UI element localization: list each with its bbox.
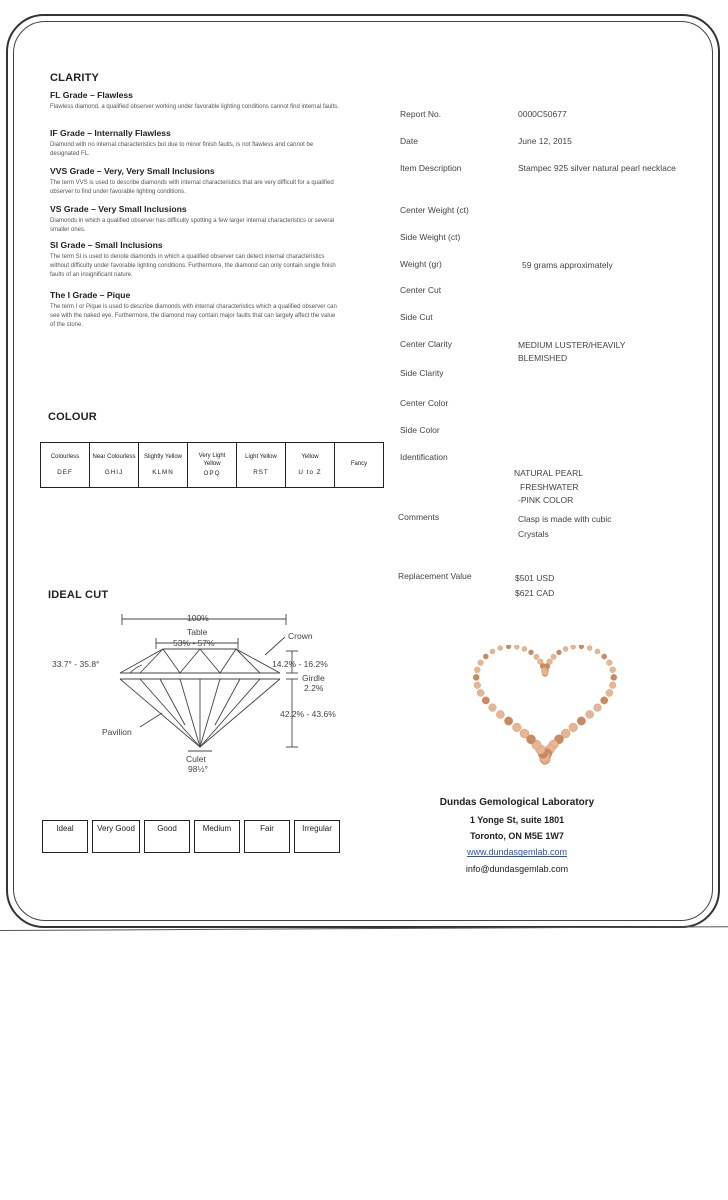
ideal-cut-diagram <box>40 605 370 785</box>
side-color-label: Side Color <box>400 425 440 435</box>
colour-name: Very Light Yellow <box>198 453 226 467</box>
pavilion-label: Pavilion <box>102 727 132 737</box>
pearl-bead <box>498 646 503 651</box>
lab-info <box>392 794 642 877</box>
grade-title: FL Grade – Flawless <box>50 90 133 100</box>
pearl-bead <box>586 710 594 718</box>
pearl-bead <box>513 723 522 732</box>
report-no-label: Report No. <box>400 109 442 119</box>
grade-title: The I Grade – Pique <box>50 290 131 300</box>
identification-line: -PINK COLOR <box>518 495 574 506</box>
identification-value <box>514 467 583 508</box>
cut-grade-cell: Good <box>144 820 190 853</box>
clarity-grade-vvs <box>50 166 340 197</box>
pearl-bead <box>602 654 607 659</box>
pearl-bead <box>577 717 585 725</box>
culet-pct-label: 98½° <box>188 764 208 774</box>
lab-email: info@dundasgemlab.com <box>465 863 569 874</box>
lab-address-line2: Toronto, ON M5E 1W7 <box>470 831 564 842</box>
colour-name: Slightly Yellow <box>143 453 183 460</box>
colour-name: Colourless <box>50 453 80 460</box>
diamond-outline <box>120 614 298 751</box>
replacement-value <box>515 571 554 601</box>
identification-line: FRESHWATER <box>520 481 579 492</box>
clarity-grade-if <box>50 128 340 159</box>
pearl-bead <box>514 645 519 649</box>
replacement-value-label: Replacement Value <box>398 571 472 581</box>
grade-desc: The term VVS is used to describe diamonds with internal characteristics that are very difficult for a qualified observer to find under favorable lighting conditions. <box>50 180 334 195</box>
side-cut-label: Side Cut <box>400 312 433 322</box>
crown-height-label: 14.2% - 16.2% <box>272 659 328 669</box>
girdle-pct-label: 2.2% <box>304 683 324 693</box>
colour-heading: COLOUR <box>48 411 97 423</box>
lab-website-link[interactable]: www.dundasgemlab.com <box>466 847 568 858</box>
pearl-bead <box>594 704 602 712</box>
colour-grade: GHIJ <box>104 469 124 477</box>
colour-grade: U to Z <box>298 469 322 477</box>
pearl-bead <box>496 711 504 719</box>
pearl-bead <box>609 682 616 689</box>
total-width-label: 100% <box>187 613 209 623</box>
grade-title: VVS Grade – Very, Very Small Inclusions <box>50 166 215 176</box>
center-clarity-value: MEDIUM LUSTER/HEAVILY BLEMISHED <box>518 340 626 364</box>
table-range-label: 53% - 57% <box>173 638 215 648</box>
pearl-bead <box>506 645 511 649</box>
side-weight-label: Side Weight (ct) <box>400 232 461 242</box>
center-weight-label: Center Weight (ct) <box>400 205 469 215</box>
comments-label: Comments <box>398 512 440 522</box>
clarity-grade-i <box>50 290 340 330</box>
grade-desc: Diamond with no internal characteristics but due to minor finish faults, is not flawless and cannot be designated FL. <box>50 142 314 157</box>
clarity-grade-si <box>50 240 340 280</box>
replacement-line: $501 USD <box>515 573 555 583</box>
grade-title: IF Grade – Internally Flawless <box>50 128 171 138</box>
cut-grade-cell: Ideal <box>42 820 88 853</box>
clarity-grade-vs <box>50 204 340 235</box>
colour-cell <box>139 443 188 488</box>
colour-cell <box>41 443 90 488</box>
grade-title: SI Grade – Small Inclusions <box>50 240 163 250</box>
pearl-bead <box>606 689 613 696</box>
clarity-grade-fl <box>50 90 340 112</box>
crown-label: Crown <box>288 631 313 641</box>
pearl-bead <box>482 697 489 704</box>
weight-value: 59 grams approximately <box>522 260 613 270</box>
pearl-bead <box>474 667 480 673</box>
identification-line: NATURAL PEARL <box>514 468 583 478</box>
grade-desc: The term I or Pique is used to describe diamonds with internal characteristics which a qualified observer can see with the naked eye. Furthermore, the diamond may contain major faults that can largely affect the value of the stone. <box>50 304 337 328</box>
replacement-line: $621 CAD <box>515 587 555 598</box>
pearl-bead <box>601 697 608 704</box>
pearl-bead <box>474 682 481 689</box>
grade-title: VS Grade – Very Small Inclusions <box>50 204 187 214</box>
center-clarity-label: Center Clarity <box>400 339 452 349</box>
culet-label: Culet <box>186 754 206 764</box>
girdle-label: Girdle <box>302 673 325 683</box>
pearl-bead <box>569 723 578 732</box>
colour-cell <box>188 443 237 488</box>
pearl-bead <box>473 674 479 680</box>
colour-cell <box>90 443 139 488</box>
item-description-value: Stampec 925 silver natural pearl necklace <box>518 163 676 173</box>
pearl-bead <box>504 717 512 725</box>
colour-name: Near Colourless <box>92 453 136 460</box>
grade-desc: The term SI is used to denote diamonds in which a qualified observer can detect internal characteristics without difficulty under favorable lighting conditions. Furthermore, the diamond can only contain single finish faults of an insignificant nature. <box>50 254 336 278</box>
cut-grade-cell: Fair <box>244 820 290 853</box>
pearl-bead <box>534 654 539 659</box>
pearl-bead <box>579 645 584 649</box>
pearl-bead <box>547 659 553 665</box>
colour-grade: RST <box>253 469 269 477</box>
comments-line: Crystals <box>518 528 549 539</box>
pearl-bead <box>477 689 484 696</box>
pearl-bead <box>571 645 576 649</box>
colour-scale-table <box>40 442 384 488</box>
pearl-necklace-photo <box>465 645 625 765</box>
colour-name: Light Yellow <box>245 453 277 460</box>
weight-label: Weight (gr) <box>400 259 442 269</box>
colour-grade: KLMN <box>152 469 174 477</box>
colour-grade: OPQ <box>203 469 221 477</box>
pearl-bead <box>483 654 488 659</box>
report-no-value: 0000C50677 <box>518 109 567 119</box>
pearl-bead <box>551 654 556 659</box>
colour-cell <box>335 443 384 488</box>
identification-label: Identification <box>400 452 448 462</box>
ideal-cut-heading: IDEAL CUT <box>48 589 109 601</box>
pavilion-depth-label: 42.2% - 43.6% <box>280 709 336 719</box>
pearl-bead <box>520 729 529 738</box>
pearl-bead <box>611 674 617 680</box>
grade-desc: Diamonds in which a qualified observer has difficulty spotting a few larger internal characteristics or several smaller ones. <box>50 218 335 233</box>
pearl-bead <box>610 667 616 673</box>
colour-cell <box>237 443 286 488</box>
clarity-heading: CLARITY <box>50 72 100 84</box>
cut-grade-cell: Very Good <box>92 820 140 853</box>
crown-angle-label: 33.7° - 35.8° <box>52 659 100 669</box>
colour-cell <box>286 443 335 488</box>
center-color-label: Center Color <box>400 398 449 408</box>
table-label: Table <box>187 627 208 637</box>
comments-value <box>518 512 612 542</box>
pearl-bead <box>542 670 548 676</box>
cut-grade-cell: Irregular <box>294 820 340 853</box>
pearl-bead <box>490 649 495 654</box>
date-value: June 12, 2015 <box>518 136 572 146</box>
lab-address-line1: 1 Yonge St, suite 1801 <box>469 815 565 825</box>
pearl-strand <box>473 645 617 764</box>
colour-name: Yellow <box>301 453 319 460</box>
item-description-label: Item Description <box>400 163 462 173</box>
center-cut-label: Center Cut <box>400 285 442 295</box>
lab-name: Dundas Gemological Laboratory <box>439 797 595 808</box>
pearl-bead <box>557 650 562 655</box>
side-clarity-label: Side Clarity <box>400 368 444 378</box>
pearl-bead <box>478 660 484 666</box>
pearl-bead <box>522 647 527 652</box>
comments-line: Clasp is made with cubic <box>518 514 612 524</box>
pearl-bead <box>595 649 600 654</box>
pearl-bead <box>529 650 534 655</box>
cut-grade-cell: Medium <box>194 820 240 853</box>
grade-desc: Flawless diamond, a qualified observer working under favorable lighting conditions cannot find internal faults. <box>50 104 339 110</box>
pearl-bead <box>607 660 613 666</box>
pearl-bead <box>563 647 568 652</box>
pearl-bead <box>587 646 592 651</box>
colour-grade: DEF <box>57 469 73 477</box>
colour-name: Fancy <box>350 461 368 468</box>
pearl-bead <box>489 704 497 712</box>
cut-grade-table <box>38 820 344 853</box>
date-label: Date <box>400 136 418 146</box>
